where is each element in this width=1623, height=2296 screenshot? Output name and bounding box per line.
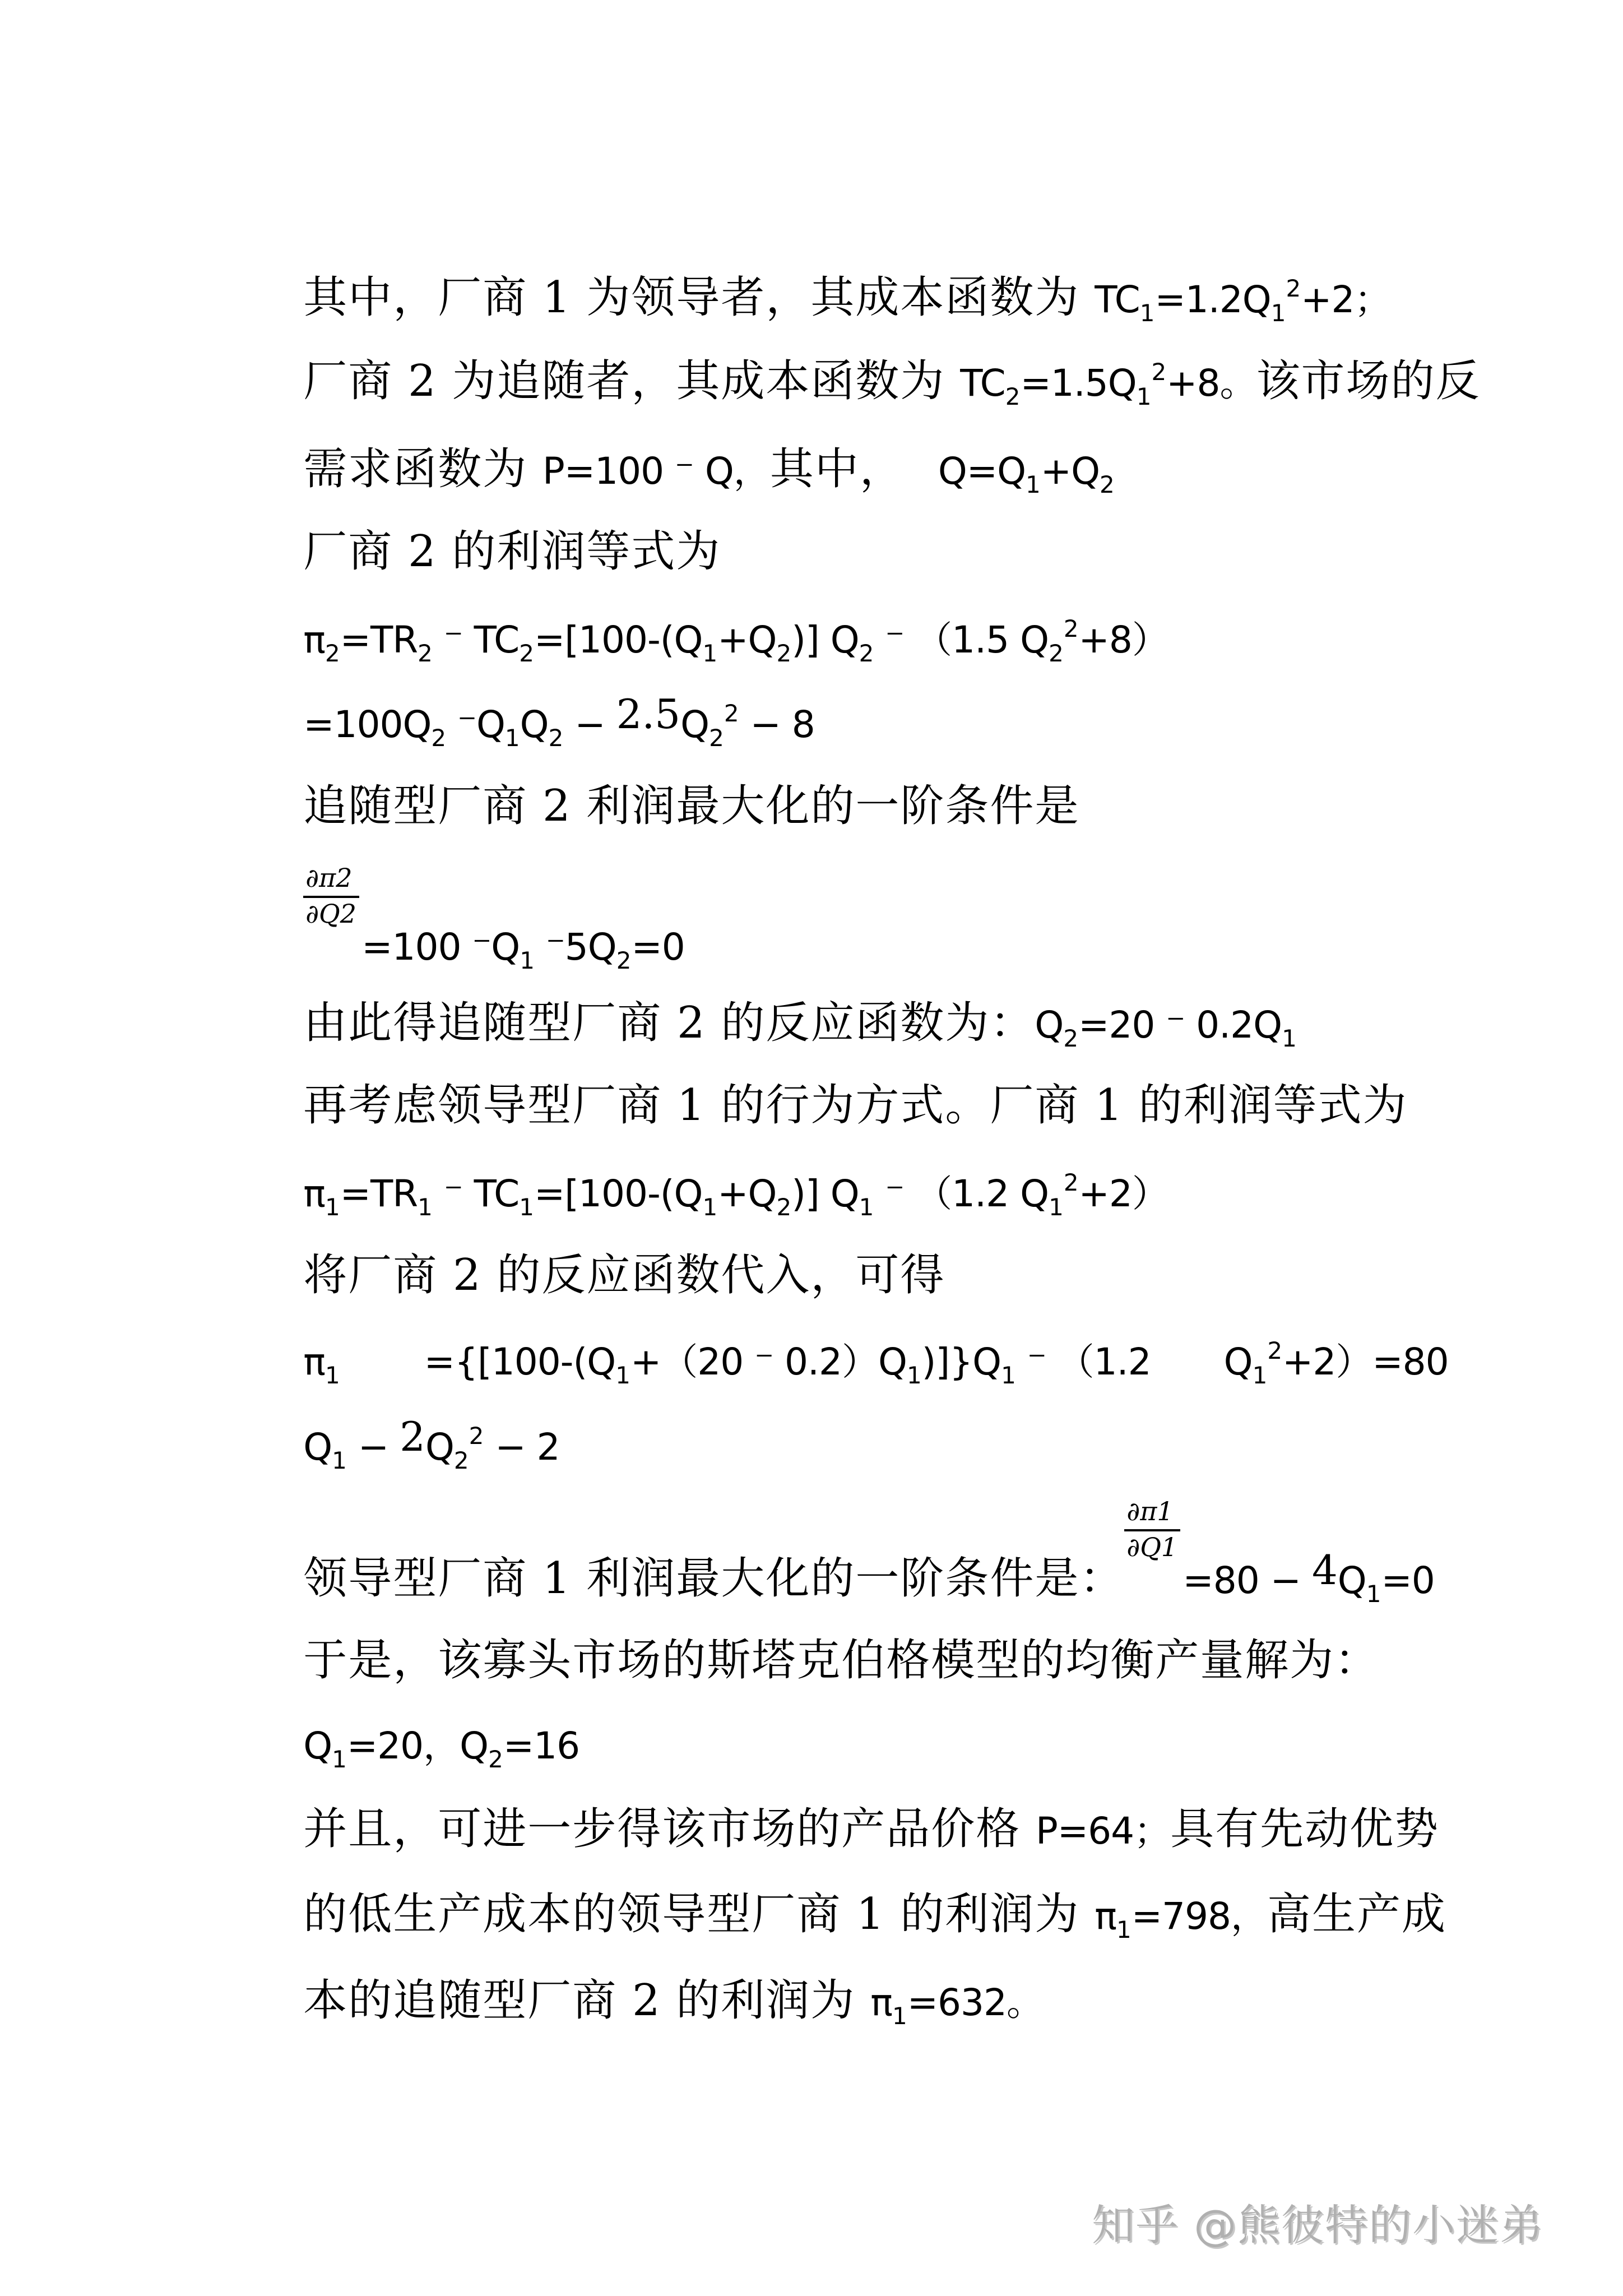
subscript: 2 bbox=[1063, 1025, 1079, 1052]
fraction-numerator: ∂π1 bbox=[1126, 1496, 1174, 1526]
fraction-denominator: ∂Q2 bbox=[305, 899, 356, 929]
line-text: 由此得追随型厂商 2 的反应函数为： bbox=[303, 998, 1035, 1048]
line-text: 高生产成 bbox=[1267, 1889, 1446, 1939]
math-text: ={[100-(Q bbox=[424, 1340, 616, 1383]
subscript: 2 bbox=[1100, 471, 1115, 498]
text-line-foc-1 bbox=[248, 1481, 1435, 1608]
line-text: 厂商 2 为追随者，其成本函数为 bbox=[303, 356, 961, 406]
subscript: 1 bbox=[892, 2002, 907, 2030]
math-text: =632。 bbox=[907, 1981, 1043, 2024]
math-text: Q bbox=[1223, 1340, 1253, 1383]
math-text: =100 ⁻Q bbox=[361, 925, 520, 969]
math-text: )] Q bbox=[791, 618, 859, 661]
line-text: 该市场的反 bbox=[1256, 356, 1481, 406]
math-text: =0 bbox=[1381, 1559, 1435, 1602]
math-text: =[100-(Q bbox=[534, 1172, 703, 1215]
superscript: 2 bbox=[724, 700, 739, 727]
text-line-7 bbox=[248, 722, 1080, 831]
line-text: 于是，该寡头市场的斯塔克伯格模型的均衡产量解为： bbox=[303, 1635, 1380, 1686]
superscript: 2 bbox=[1063, 1169, 1079, 1196]
math-text: π bbox=[303, 618, 325, 661]
subscript: 1 bbox=[332, 1447, 347, 1474]
equation-line-substituted bbox=[248, 1276, 1449, 1389]
fraction-bar bbox=[303, 896, 359, 898]
text-line-2 bbox=[248, 297, 1481, 410]
math-text: Q bbox=[460, 1724, 489, 1767]
math-text: π bbox=[1095, 1895, 1116, 1938]
math-text: Q=Q bbox=[938, 450, 1026, 493]
subscript: 1 bbox=[702, 640, 718, 667]
subscript: 1 bbox=[1252, 1362, 1268, 1389]
line-text: 具有先动优势 bbox=[1170, 1804, 1440, 1854]
math-text: − bbox=[563, 703, 616, 746]
subscript: 2 bbox=[859, 640, 874, 667]
line-text: 的低生产成本的领导型厂商 1 的利润为 bbox=[303, 1889, 1095, 1939]
subscript: 2 bbox=[418, 640, 433, 667]
math-text: − 2 bbox=[484, 1425, 560, 1469]
math-text: +8。 bbox=[1166, 362, 1256, 405]
math-text: TC bbox=[960, 362, 1005, 405]
math-text: +8） bbox=[1078, 618, 1168, 661]
subscript: 1 bbox=[520, 947, 535, 974]
subscript: 2 bbox=[519, 640, 534, 667]
subscript: 1 bbox=[332, 1746, 347, 1773]
math-text: π bbox=[870, 1981, 892, 2024]
text-line-3 bbox=[248, 385, 1115, 498]
math-text: =100Q bbox=[303, 703, 432, 746]
subscript: 1 bbox=[1116, 1916, 1132, 1943]
math-text: =798， bbox=[1131, 1895, 1267, 1938]
math-text: )]}Q bbox=[921, 1340, 1001, 1383]
superscript: 2 bbox=[1151, 358, 1167, 386]
subscript: 1 bbox=[859, 1193, 874, 1221]
math-text: =20， bbox=[346, 1724, 460, 1767]
line-text: 领导型厂商 1 利润最大化的一阶条件是： bbox=[303, 1553, 1125, 1604]
math-text: π bbox=[303, 1340, 325, 1383]
subscript: 1 bbox=[1049, 1193, 1064, 1221]
math-text: =20 ⁻ 0.2Q bbox=[1078, 1003, 1282, 1047]
subscript: 2 bbox=[324, 640, 340, 667]
text-line-10 bbox=[248, 1021, 1408, 1131]
math-text: +2； bbox=[1301, 278, 1391, 321]
equation-line-foc-2 bbox=[248, 848, 685, 974]
math-text: +Q bbox=[717, 1172, 777, 1215]
fraction-numerator: ∂π2 bbox=[305, 863, 353, 893]
fraction-bar bbox=[1124, 1529, 1180, 1531]
subscript: 1 bbox=[1136, 383, 1152, 410]
text-line-20 bbox=[248, 1917, 1043, 2030]
subscript: 2 bbox=[548, 724, 564, 752]
line-text: 厂商 2 的利润等式为 bbox=[303, 526, 721, 577]
text-line-12 bbox=[248, 1191, 945, 1300]
math-text: Q bbox=[520, 703, 549, 746]
math-text: =[100-(Q bbox=[534, 618, 703, 661]
subscript: 2 bbox=[431, 724, 447, 752]
math-text: =1.2Q bbox=[1154, 278, 1271, 321]
math-text: Q bbox=[1337, 1559, 1366, 1602]
math-text: =80 − bbox=[1183, 1559, 1312, 1602]
equilibrium-quantities bbox=[248, 1660, 580, 1773]
subscript: 2 bbox=[1005, 383, 1021, 410]
line-text: 需求函数为 bbox=[303, 444, 542, 494]
math-text: =0 bbox=[631, 925, 685, 969]
text-line-18 bbox=[248, 1745, 1440, 1854]
text-line-1 bbox=[248, 214, 1391, 327]
subscript: 2 bbox=[776, 1193, 792, 1221]
math-text: =1.5Q bbox=[1020, 362, 1137, 405]
subscript: 1 bbox=[519, 1193, 534, 1221]
math-text: Q bbox=[425, 1425, 454, 1469]
math-text: Q bbox=[1035, 1003, 1064, 1047]
subscript: 1 bbox=[615, 1362, 630, 1389]
math-text: Q bbox=[680, 703, 710, 746]
math-text: +Q bbox=[1040, 450, 1100, 493]
line-text: 其中，厂商 1 为领导者，其成本函数为 bbox=[303, 272, 1095, 323]
subscript: 1 bbox=[1366, 1580, 1381, 1608]
subscript: 1 bbox=[1026, 471, 1041, 498]
math-text: P=64； bbox=[1035, 1809, 1171, 1853]
math-text: TC bbox=[1095, 278, 1140, 321]
math-text: π bbox=[303, 1172, 325, 1215]
math-text: ⁻ TC bbox=[432, 1172, 520, 1215]
equation-line-profit-2 bbox=[248, 554, 1168, 667]
superscript: 2 bbox=[1286, 275, 1301, 302]
math-text: =TR bbox=[340, 618, 418, 661]
line-text: 本的追随型厂商 2 的利润为 bbox=[303, 1975, 871, 2026]
math-text: ⁻ （1.2 bbox=[1015, 1340, 1151, 1383]
line-text: 再考虑领导型厂商 1 的行为方式。厂商 1 的利润等式为 bbox=[303, 1080, 1408, 1131]
text-line-16 bbox=[248, 1576, 1380, 1686]
superscript: 2 bbox=[1063, 615, 1079, 642]
raised-coefficient: 2 bbox=[400, 1413, 425, 1460]
math-text: =TR bbox=[340, 1172, 418, 1215]
equation-line-substituted-cont bbox=[248, 1361, 560, 1474]
line-text: 将厂商 2 的反应函数代入，可得 bbox=[303, 1250, 945, 1300]
math-text: Q bbox=[303, 1425, 332, 1469]
superscript: 2 bbox=[469, 1422, 484, 1450]
subscript: 2 bbox=[709, 724, 724, 752]
raised-coefficient: 4 bbox=[1311, 1547, 1338, 1594]
subscript: 2 bbox=[488, 1746, 503, 1773]
subscript: 2 bbox=[453, 1447, 469, 1474]
subscript: 2 bbox=[776, 640, 792, 667]
line-text: 其中， bbox=[769, 444, 905, 494]
raised-coefficient: 2.5 bbox=[616, 691, 681, 738]
math-text: − bbox=[346, 1425, 400, 1469]
math-text: ⁻ （1.2 Q bbox=[874, 1172, 1049, 1215]
math-text: +2）=80 bbox=[1282, 1340, 1449, 1383]
subscript: 1 bbox=[1270, 299, 1286, 327]
equation-line-profit-1 bbox=[248, 1108, 1168, 1221]
zhihu-watermark: 知乎 @熊彼特的小迷弟 bbox=[1092, 2200, 1544, 2250]
line-text: 追随型厂商 2 利润最大化的一阶条件是 bbox=[303, 781, 1080, 831]
math-text: ⁻5Q bbox=[534, 925, 616, 969]
equation-line-profit-2-expanded bbox=[248, 638, 815, 752]
math-text: +2） bbox=[1078, 1172, 1168, 1215]
math-text: ⁻ TC bbox=[432, 618, 520, 661]
superscript: 2 bbox=[1267, 1337, 1283, 1364]
subscript: 1 bbox=[1139, 299, 1155, 327]
subscript: 1 bbox=[504, 724, 520, 752]
subscript: 1 bbox=[418, 1193, 433, 1221]
math-text: ⁻Q bbox=[446, 703, 505, 746]
math-text: +Q bbox=[717, 618, 777, 661]
subscript: 1 bbox=[324, 1193, 340, 1221]
text-line-4 bbox=[248, 467, 721, 577]
math-text: P=100 ⁻ Q， bbox=[542, 450, 770, 493]
math-text: Q bbox=[303, 1724, 332, 1767]
math-text: − 8 bbox=[739, 703, 815, 746]
math-text: )] Q bbox=[791, 1172, 859, 1215]
subscript: 1 bbox=[1001, 1362, 1016, 1389]
subscript: 1 bbox=[702, 1193, 718, 1221]
math-text: ⁻ （1.5 Q bbox=[874, 618, 1049, 661]
subscript: 1 bbox=[324, 1362, 340, 1389]
text-line-9 bbox=[248, 939, 1297, 1052]
text-line-19 bbox=[248, 1830, 1446, 1943]
line-text: 并且，可进一步得该市场的产品价格 bbox=[303, 1804, 1036, 1854]
math-text: +（20 ⁻ 0.2）Q bbox=[630, 1340, 907, 1383]
subscript: 2 bbox=[1049, 640, 1064, 667]
fraction-denominator: ∂Q1 bbox=[1126, 1532, 1178, 1562]
math-text: =16 bbox=[503, 1724, 580, 1767]
subscript: 1 bbox=[906, 1362, 922, 1389]
subscript: 1 bbox=[1282, 1025, 1297, 1052]
subscript: 2 bbox=[616, 947, 632, 974]
